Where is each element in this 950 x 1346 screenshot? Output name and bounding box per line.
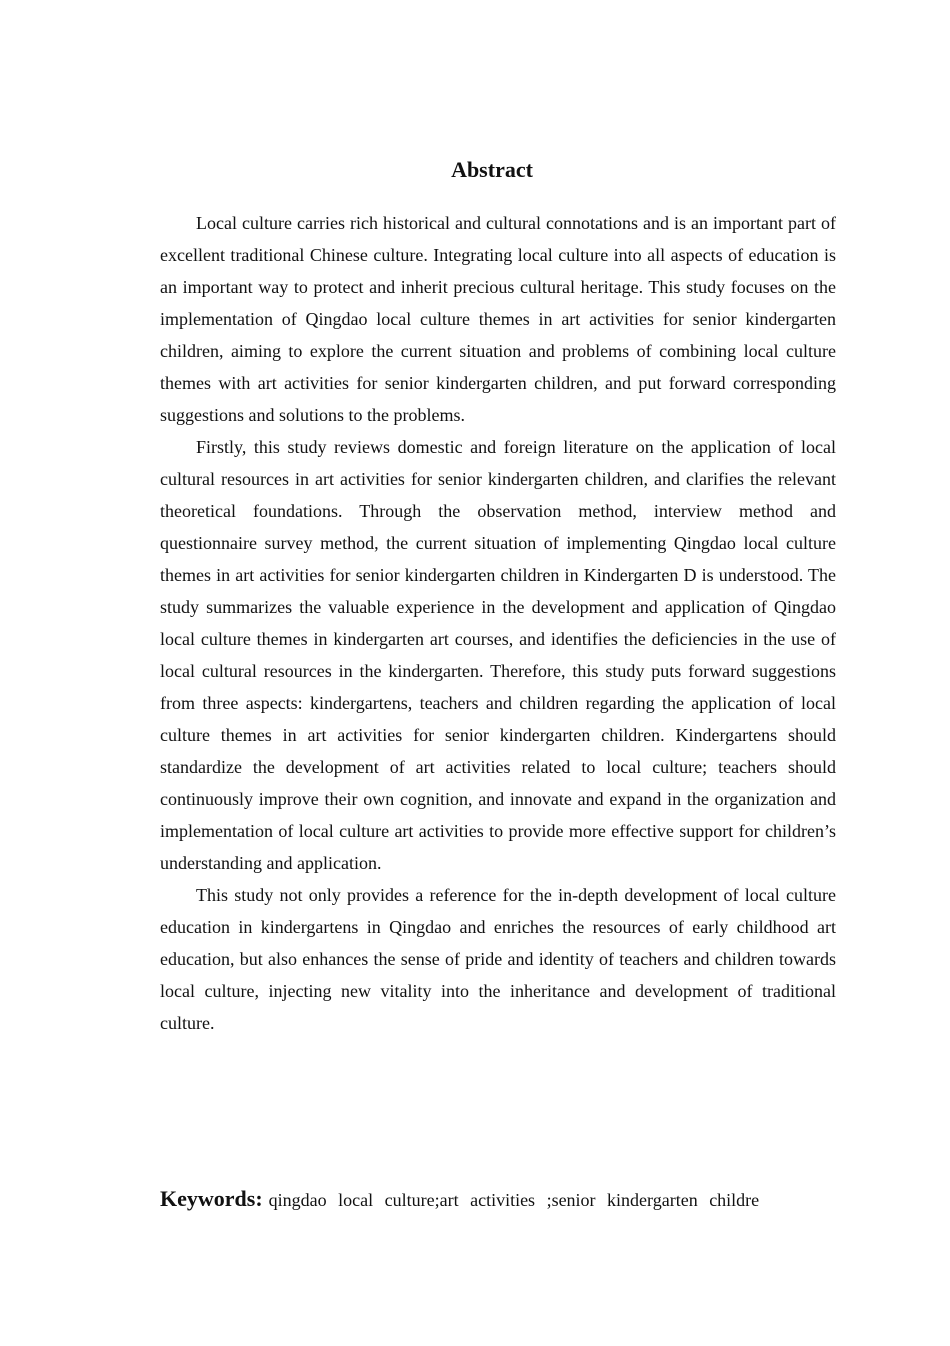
keywords-line [160,1183,836,1216]
abstract-title: Abstract [451,157,533,182]
keywords-text: qingdao local culture;art activities ;senior kindergarten childre [268,1190,760,1210]
abstract-paragraph-1: Local culture carries rich historical and cultural connotations and is an important part of excellent traditional Chinese culture. Integrating local culture into all aspects of education is an important way to protect and inherit precious cultural heritage. This study focuses on the implementation of Qingdao local culture themes in art activities for senior kindergarten children, aiming to explore the current situation and problems of combining local culture themes with art activities for senior kindergarten children, and put forward corresponding suggestions and solutions to the problems. [160,213,836,425]
abstract-paragraph-2: Firstly, this study reviews domestic and foreign literature on the application of local cultural resources in art activities for senior kindergarten children, and clarifies the relevant theoretical foundations. Through the observation method, interview method and questionnaire survey method, the current situation of implementing Qingdao local culture themes in art activities for senior kindergarten children in Kindergarten D is understood. The study summarizes the valuable experience in the development and application of Qingdao local culture themes in kindergarten art courses, and identifies the deficiencies in the use of local cultural resources in the kindergarten. Therefore, this study puts forward suggestions from three aspects: kindergartens, teachers and children regarding the application of local culture themes in art activities for senior kindergarten children. Kindergartens should standardize the development of art activities related to local culture; teachers should continuously improve their own cognition, and innovate and expand in the organization and implementation of local culture art activities to provide more effective support for children’s understanding and application. [160,437,836,873]
keywords-label: Keywords: [160,1186,263,1211]
abstract-body [160,207,836,1039]
abstract-paragraph-3: This study not only provides a reference for the in-depth development of local culture education in kindergartens in Qingdao and enriches the resources of early childhood art education, but also enhances the sense of pride and identity of teachers and children towards local culture, injecting new vitality into the inheritance and development of traditional culture. [160,885,836,1033]
